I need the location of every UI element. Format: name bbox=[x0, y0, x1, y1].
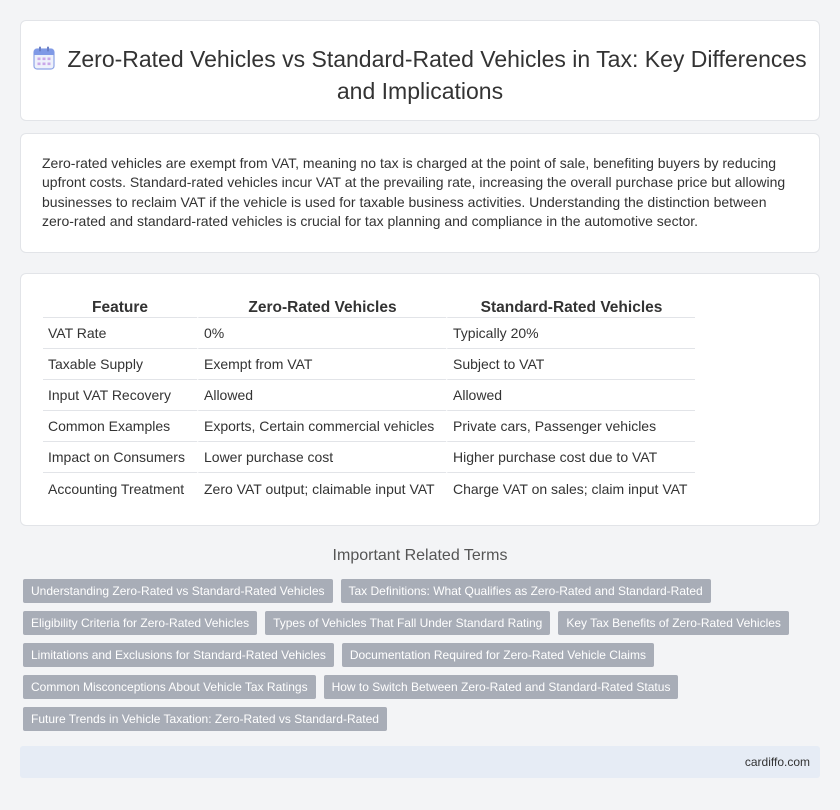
related-term-link[interactable]: Common Misconceptions About Vehicle Tax Ratings bbox=[23, 675, 316, 699]
table-cell: Private cars, Passenger vehicles bbox=[446, 411, 695, 442]
table-cell: Typically 20% bbox=[446, 318, 695, 349]
table-cell: Taxable Supply bbox=[43, 349, 197, 380]
comparison-card bbox=[20, 273, 820, 526]
table-cell: Subject to VAT bbox=[446, 349, 695, 380]
column-header: Standard-Rated Vehicles bbox=[446, 294, 695, 318]
table-cell: Input VAT Recovery bbox=[43, 380, 197, 411]
related-term-link[interactable]: Documentation Required for Zero-Rated Vehicle Claims bbox=[342, 643, 654, 667]
table-row bbox=[43, 380, 695, 411]
table-row bbox=[43, 318, 695, 349]
intro-paragraph: Zero-rated vehicles are exempt from VAT, meaning no tax is charged at the point of sale, benefiting buyers by reducing upfront costs. Standard-rated vehicles incur VAT at the prevailing rate, increasing the overall purchase price but allowing businesses to reclaim VAT if the vehicle is used for taxable business activities. Understanding the distinction between zero-rated and standard-rated vehicles is crucial for tax planning and compliance in the automotive sector. bbox=[42, 155, 786, 229]
related-term-link[interactable]: Key Tax Benefits of Zero-Rated Vehicles bbox=[558, 611, 789, 635]
related-term-link[interactable]: Limitations and Exclusions for Standard-Rated Vehicles bbox=[23, 643, 334, 667]
related-term-link[interactable]: Tax Definitions: What Qualifies as Zero-Rated and Standard-Rated bbox=[341, 579, 711, 603]
table-cell: Impact on Consumers bbox=[43, 442, 197, 473]
table-cell: Exempt from VAT bbox=[197, 349, 446, 380]
related-term-link[interactable]: Understanding Zero-Rated vs Standard-Rated Vehicles bbox=[23, 579, 333, 603]
table-cell: VAT Rate bbox=[43, 318, 197, 349]
comparison-table bbox=[43, 294, 695, 504]
table-row bbox=[43, 349, 695, 380]
table-cell: Zero VAT output; claimable input VAT bbox=[197, 473, 446, 504]
table-row bbox=[43, 473, 695, 504]
table-cell: Common Examples bbox=[43, 411, 197, 442]
page-title bbox=[21, 45, 819, 106]
table-row bbox=[43, 442, 695, 473]
table-cell: Charge VAT on sales; claim input VAT bbox=[446, 473, 695, 504]
page-title-text: Zero-Rated Vehicles vs Standard-Rated Vehicles in Tax: Key Differences and Implications bbox=[67, 46, 807, 104]
related-terms-heading: Important Related Terms bbox=[332, 547, 508, 564]
title-card bbox=[20, 20, 820, 121]
related-term-link[interactable]: Eligibility Criteria for Zero-Rated Vehicles bbox=[23, 611, 257, 635]
table-header-row bbox=[43, 294, 695, 318]
column-header: Zero-Rated Vehicles bbox=[197, 294, 446, 318]
calendar-icon bbox=[33, 46, 55, 77]
related-terms-list bbox=[23, 579, 803, 731]
footer bbox=[20, 746, 820, 778]
table-cell: Allowed bbox=[446, 380, 695, 411]
table-cell: Lower purchase cost bbox=[197, 442, 446, 473]
column-header: Feature bbox=[43, 294, 197, 318]
intro-card bbox=[20, 133, 820, 253]
table-cell: Accounting Treatment bbox=[48, 480, 185, 497]
table-cell: Allowed bbox=[197, 380, 446, 411]
table-cell: Higher purchase cost due to VAT bbox=[446, 442, 695, 473]
related-term-link[interactable]: How to Switch Between Zero-Rated and Standard-Rated Status bbox=[324, 675, 679, 699]
table-row bbox=[43, 411, 695, 442]
table-cell: 0% bbox=[197, 318, 446, 349]
related-term-link[interactable]: Types of Vehicles That Fall Under Standard Rating bbox=[265, 611, 550, 635]
table-cell: Exports, Certain commercial vehicles bbox=[197, 411, 446, 442]
footer-site-name: cardiffo.com bbox=[744, 755, 810, 769]
related-term-link[interactable]: Future Trends in Vehicle Taxation: Zero-Rated vs Standard-Rated bbox=[23, 707, 387, 731]
